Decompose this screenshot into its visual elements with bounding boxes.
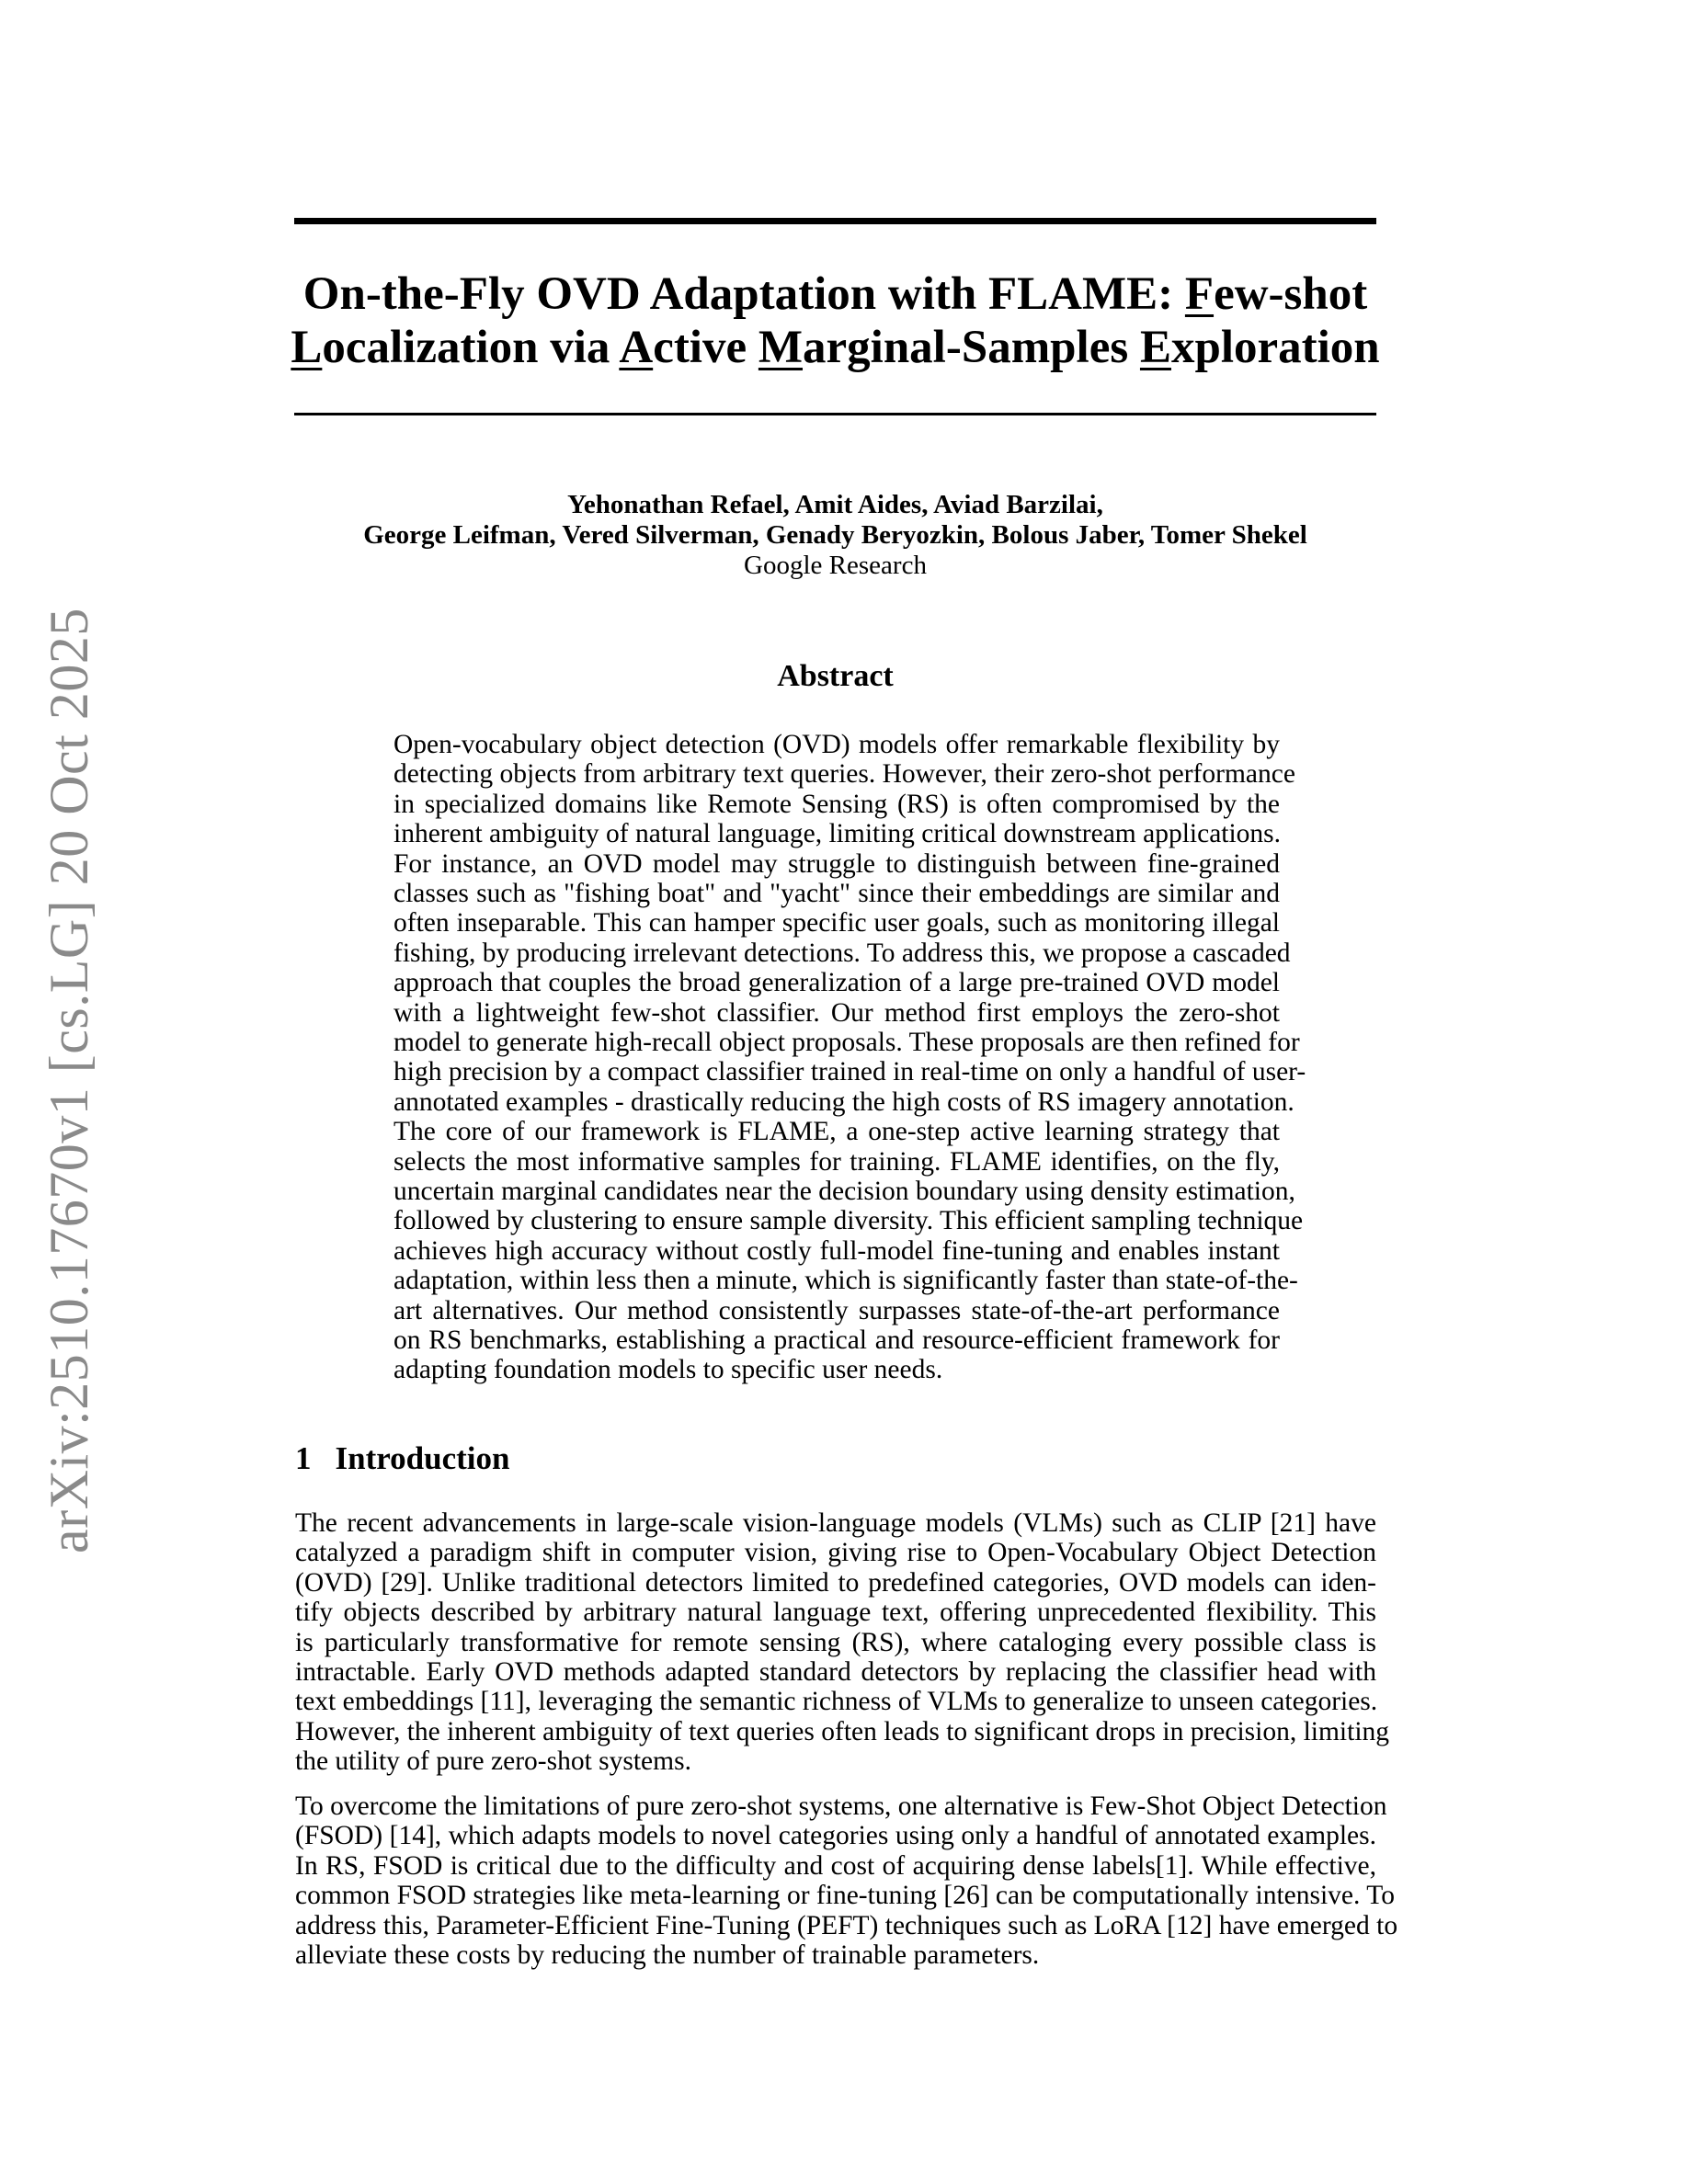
- abstract-line: adaptation, within less then a minute, which is significantly faster than state-of-the-: [393, 1266, 1298, 1296]
- abstract-line: model to generate high-recall object proposals. These proposals are then refined for: [393, 1028, 1300, 1057]
- title-acronym-letter: L: [291, 322, 323, 373]
- introduction-paragraph-1-line: However, the inherent ambiguity of text queries often leads to significant drops in precision, limiting: [295, 1716, 1390, 1746]
- section-number: 1: [295, 1440, 312, 1476]
- abstract-line: Open-vocabulary object detection (OVD) models offer remarkable flexibility by: [393, 730, 1280, 759]
- affiliation: Google Research: [744, 551, 927, 580]
- title-acronym-letter: A: [619, 322, 654, 373]
- introduction-paragraph-2-line: alleviate these costs by reducing the number of trainable parameters.: [295, 1940, 1040, 1970]
- authors-line-2: George Leifman, Vered Silverman, Genady Beryozkin, Bolous Jaber, Tomer Shekel: [363, 520, 1307, 550]
- introduction-paragraph-1-line: is particularly transformative for remote sensing (RS), where cataloging every possible class is: [295, 1627, 1376, 1657]
- paper-title-line-1: [276, 267, 1395, 321]
- introduction-paragraph-2-line: address this, Parameter-Efficient Fine-Tuning (PEFT) techniques such as LoRA [12] have emerged to: [295, 1910, 1398, 1940]
- title-text: xploration: [1170, 322, 1380, 373]
- abstract-line: inherent ambiguity of natural language, limiting critical downstream applications.: [393, 819, 1282, 849]
- top-thick-rule: [294, 218, 1376, 224]
- authors-line-1: Yehonathan Refael, Amit Aides, Aviad Barzilai,: [567, 490, 1103, 519]
- abstract-heading: Abstract: [777, 659, 894, 693]
- abstract-line: often inseparable. This can hamper specific user goals, such as monitoring illegal: [393, 908, 1280, 938]
- abstract-line: followed by clustering to ensure sample diversity. This efficient sampling technique: [393, 1206, 1304, 1236]
- abstract-line: detecting objects from arbitrary text queries. However, their zero-shot performance: [393, 759, 1295, 790]
- abstract-line: classes such as "fishing boat" and "yacht" since their embeddings are similar and: [393, 879, 1280, 908]
- abstract-line: adapting foundation models to specific user needs.: [393, 1355, 943, 1385]
- paper-title-line-2: [276, 321, 1395, 374]
- bottom-thin-rule: [294, 413, 1376, 415]
- introduction-paragraph-2-line: (FSOD) [14], which adapts models to novel categories using only a handful of annotated examples.: [295, 1821, 1376, 1851]
- introduction-paragraph-2-line: To overcome the limitations of pure zero-shot systems, one alternative is Few-Shot Object Detection: [295, 1792, 1387, 1821]
- title-acronym-letter: M: [758, 322, 804, 373]
- introduction-paragraph-1-line: tify objects described by arbitrary natural language text, offering unprecedented flexibility. This: [295, 1598, 1376, 1628]
- title-text: ctive: [653, 322, 758, 373]
- introduction-paragraph-2-line: In RS, FSOD is critical due to the difficulty and cost of acquiring dense labels[1]. While effective,: [295, 1850, 1376, 1881]
- abstract-line: The core of our framework is FLAME, a one-step active learning strategy that: [393, 1117, 1280, 1147]
- abstract-line: annotated examples - drastically reducing the high costs of RS imagery annotation.: [393, 1086, 1295, 1117]
- abstract-line: with a lightweight few-shot classifier. Our method first employs the zero-shot: [393, 997, 1280, 1028]
- abstract-line: in specialized domains like Remote Sensing (RS) is often compromised by the: [393, 789, 1280, 819]
- abstract-line: uncertain marginal candidates near the decision boundary using density estimation,: [393, 1177, 1295, 1206]
- introduction-paragraph-1-line: intractable. Early OVD methods adapted standard detectors by replacing the classifier head with: [295, 1657, 1376, 1687]
- arxiv-identifier-stamp: arXiv:2510.17670v1 [cs.LG] 20 Oct 2025: [39, 608, 99, 1553]
- abstract-line: approach that couples the broad generalization of a large pre-trained OVD model: [393, 968, 1280, 998]
- introduction-paragraph-1-line: (OVD) [29]. Unlike traditional detectors limited to predefined categories, OVD models can iden-: [295, 1567, 1376, 1598]
- introduction-paragraph-1-line: the utility of pure zero-shot systems.: [295, 1746, 691, 1777]
- title-text: ew-shot: [1214, 268, 1368, 320]
- section-title: Introduction: [335, 1440, 510, 1476]
- title-text: On-the-Fly OVD Adaptation with FLAME:: [302, 268, 1185, 320]
- abstract-line: fishing, by producing irrelevant detections. To address this, we propose a cascaded: [393, 938, 1291, 968]
- title-acronym-letter: E: [1139, 322, 1171, 373]
- introduction-paragraph-2-line: common FSOD strategies like meta-learning or fine-tuning [26] can be computationally intensive. To: [295, 1881, 1395, 1911]
- section-heading-introduction: [295, 1441, 509, 1476]
- abstract-line: selects the most informative samples for training. FLAME identifies, on the fly,: [393, 1146, 1280, 1177]
- introduction-paragraph-1-line: text embeddings [11], leveraging the semantic richness of VLMs to generalize to unseen categories.: [295, 1687, 1378, 1717]
- abstract-line: on RS benchmarks, establishing a practical and resource-efficient framework for: [393, 1325, 1280, 1355]
- introduction-paragraph-1-line: The recent advancements in large-scale vision-language models (VLMs) such as CLIP [21] have: [295, 1508, 1376, 1538]
- abstract-line: achieves high accuracy without costly full-model fine-tuning and enables instant: [393, 1235, 1280, 1266]
- title-text: arginal-Samples: [803, 322, 1140, 373]
- abstract-line: high precision by a compact classifier trained in real-time on only a handful of user-: [393, 1057, 1306, 1087]
- introduction-paragraph-1-line: catalyzed a paradigm shift in computer vision, giving rise to Open-Vocabulary Object Detection: [295, 1538, 1376, 1568]
- title-text: ocalization via: [322, 322, 620, 373]
- abstract-line: For instance, an OVD model may struggle to distinguish between fine-grained: [393, 848, 1280, 879]
- title-acronym-letter: F: [1184, 268, 1215, 320]
- abstract-line: art alternatives. Our method consistently surpasses state-of-the-art performance: [393, 1295, 1280, 1325]
